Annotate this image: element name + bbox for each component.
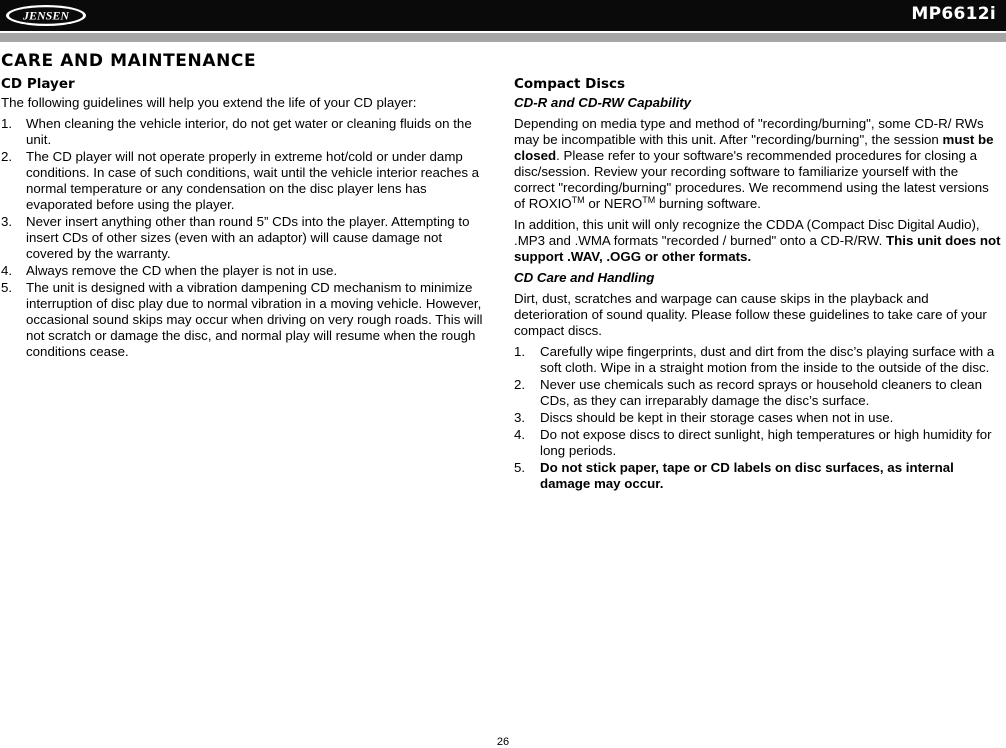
list-item: 1. Carefully wipe fingerprints, dust and dirt from the disc’s playing surface with a soft cloth. Wipe in a straight motion from the inside to the outside of the disc. [514, 344, 995, 375]
header-bar [0, 0, 1006, 31]
list-item: 5. The unit is designed with a vibration dampening CD mechanism to minimize interruption of disc play due to normal vibration in a moving vehicle. However, occasional sound skips may occur when driving on very rough roads. This will not scratch or damage the disc, and normal play will resume when the rough conditions cease. [1, 280, 483, 359]
compact-discs-heading: Compact Discs [514, 76, 626, 92]
jensen-logo [5, 4, 87, 27]
left-column [1, 76, 489, 361]
list-item: 2. The CD player will not operate properly in extreme hot/cold or under damp conditions. In case of such conditions, wait until the vehicle interior reaches a normal temperature or any condensation on the disc player lens has evaporated before using the player. [1, 149, 480, 212]
list-item: 3. Never insert anything other than round 5” CDs into the player. Attempting to insert CDs of other sizes (even with an adaptor) will cause damage not covered by the warranty. [1, 214, 470, 261]
header-divider [0, 33, 1006, 42]
right-column [514, 76, 1001, 493]
list-item: 3. Discs should be kept in their storage cases when not in use. [514, 410, 894, 425]
cd-player-list [1, 116, 489, 360]
model-name: MP6612i [911, 4, 996, 24]
list-item: 5. Do not stick paper, tape or CD labels on disc surfaces, as internal damage may occur. [514, 460, 954, 491]
list-item: 2. Never use chemicals such as record sprays or household cleaners to clean CDs, as they can irreparably damage the disc’s surface. [514, 377, 982, 408]
cd-player-heading: CD Player [1, 76, 75, 92]
capability-subheading: CD-R and CD-RW Capability [514, 95, 692, 110]
care-intro: Dirt, dust, scratches and warpage can cause skips in the playback and deterioration of sound quality. Please follow these guidelines to take care of your compact discs. [514, 291, 987, 338]
care-list [514, 344, 1001, 492]
page-number: 26 [496, 736, 510, 748]
list-item: 4. Always remove the CD when the player is not in use. [1, 263, 338, 278]
list-item: 4. Do not expose discs to direct sunlight, high temperatures or high humidity for long periods. [514, 427, 992, 458]
page-title: CARE AND MAINTENANCE [1, 51, 257, 71]
care-subheading: CD Care and Handling [514, 270, 655, 285]
capability-paragraph: Depending on media type and method of "recording/burning", some CD-R/ RWs may be incompatible with this unit. After "recording/burning", the session must be closed. Please refer to your software's recommended procedures for closing a disc/session. Review your recording software to familiarize yourself with the correct "recording/burning" procedures. We recommend using the latest versions of ROXIO™ or NERO™ burning software. [514, 116, 994, 211]
cd-player-intro: The following guidelines will help you extend the life of your CD player: [1, 95, 417, 110]
formats-paragraph: In addition, this unit will only recognize the CDDA (Compact Disc Digital Audio), .MP3 and .WMA formats "recorded / burned" onto a CD-R/RW. This unit does not support .WAV, .OGG or other formats. [514, 217, 1001, 264]
logo-text: JENSEN [22, 8, 70, 23]
list-item: 1. When cleaning the vehicle interior, do not get water or cleaning fluids on the unit. [1, 116, 472, 147]
